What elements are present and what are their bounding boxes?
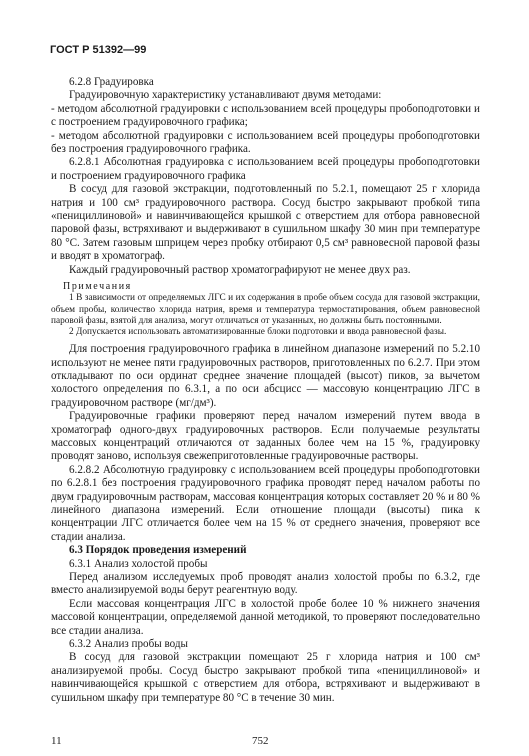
list-item: - методом абсолютной градуировки с использованием всей процедуры пробоподготовки и с построением градуировочного графика; (51, 102, 480, 129)
list-item: - методом абсолютной градуировки с использованием всей процедуры пробоподготовки без построения градуировочного графика. (51, 129, 480, 156)
paragraph: В сосуд для газовой экстракции помещают 25 г хлорида натрия и 100 см³ анализируемой пробы. Сосуд быстро закрывают пробкой типа «пенициллиновой» и навинчивающейся крышкой с отверстием для отбора, встряхивают и выдерживают в сушильном шкафу при температуре 80 °С в течение 30 мин. (51, 651, 480, 704)
paragraph: Если массовая концентрация ЛГС в холостой пробе более 10 % нижнего значения массовой концентрации, определяемой данной методикой, то проверяют последовательно все стадии анализа. (51, 597, 480, 637)
section-heading (51, 544, 480, 557)
subsection-heading: 6.3.2 Анализ пробы воды (69, 638, 188, 651)
paragraph: Перед анализом исследуемых проб проводят анализ холостой пробы по 6.3.2, где вместо анализируемой воды берут реагентную воду. (51, 571, 480, 597)
note-item: 1 В зависимости от определяемых ЛГС и их содержания в пробе объем сосуда для газовой экстракции, объем пробы, количество хлорида натрия, время и температура термостатирования, объем равновесной паровой фазы, взятой для анализа, могут отличаться от указанных, но должны быть постоянными. (51, 293, 480, 326)
paragraph: 6.2.8.1 Абсолютная градуировка с использованием всей процедуры пробоподготовки и построением градуировочного графика (51, 156, 480, 182)
page-number-left: 11 (51, 735, 62, 747)
paragraph: В сосуд для газовой экстракции, подготовленный по 5.2.1, помещают 25 г хлорида натрия и 100 см³ градуировочного раствора. Сосуд быстро закрывают пробкой типа «пенициллиновой» и навинчивающейся крышкой с отверстием для отбора равновесной паровой фазы, встряхивают и выдерживают в сушильном шкафу 30 мин при температуре 80 °С. Затем газовым шприцем через пробку отбирают 0,5 см³ равновесной паровой фазы и вводят в хроматограф. (51, 183, 480, 263)
subsection-heading: 6.2.8 Градуировка (69, 76, 154, 88)
page-number-center: 752 (252, 735, 269, 747)
paragraph: Градуировочную характеристику устанавливают двумя методами: (69, 89, 382, 102)
document-body (51, 76, 480, 705)
standard-header: ГОСТ Р 51392—99 (50, 44, 147, 56)
section-number: 6.3 (69, 544, 83, 557)
notes-title: Примечания (63, 281, 132, 293)
paragraph: 6.2.8.2 Абсолютную градуировку с использованием всей процедуры пробоподготовки по 6.2.8.1 без построения градуировочного графика проводят перед началом работы по двум градуировочным растворам, массовая концентрация которых составляет 20 % и 80 % линейного диапазона измерений. Если отношение площади (высоты) пика к концентрации ЛГС отличается более чем на 15 % от среднего значения, проверяют все стадии анализа. (51, 463, 480, 543)
paragraph: Для построения градуировочного графика в линейном диапазоне измерений по 5.2.10 используют не менее пяти градуировочных растворов, приготовленных по 6.2.7. При этом откладывают по оси ординат среднее значение площадей (высот) пиков, за вычетом холостого определения по 6.3.1, а по оси абсцисс — массовую концентрацию ЛГС в градуировочном растворе (мг/дм³). (51, 343, 480, 409)
section-title: Порядок проведения измерений (85, 544, 247, 557)
notes-block (51, 281, 480, 338)
note-item: 2 Допускается использовать автоматизированные блоки подготовки и ввода равновесной фазы. (69, 326, 447, 337)
paragraph: Каждый градуировочный раствор хроматографируют не менее двух раз. (69, 263, 411, 276)
paragraph: Градуировочные графики проверяют перед началом измерений путем ввода в хроматограф одного-двух градуировочных растворов. Если получаемые результаты массовых концентраций отличаются от заданных более чем на 15 %, градуировку проводят заново, используя свежеприготовленные градуировочные растворы. (51, 410, 480, 463)
subsection-heading: 6.3.1 Анализ холостой пробы (69, 557, 208, 570)
